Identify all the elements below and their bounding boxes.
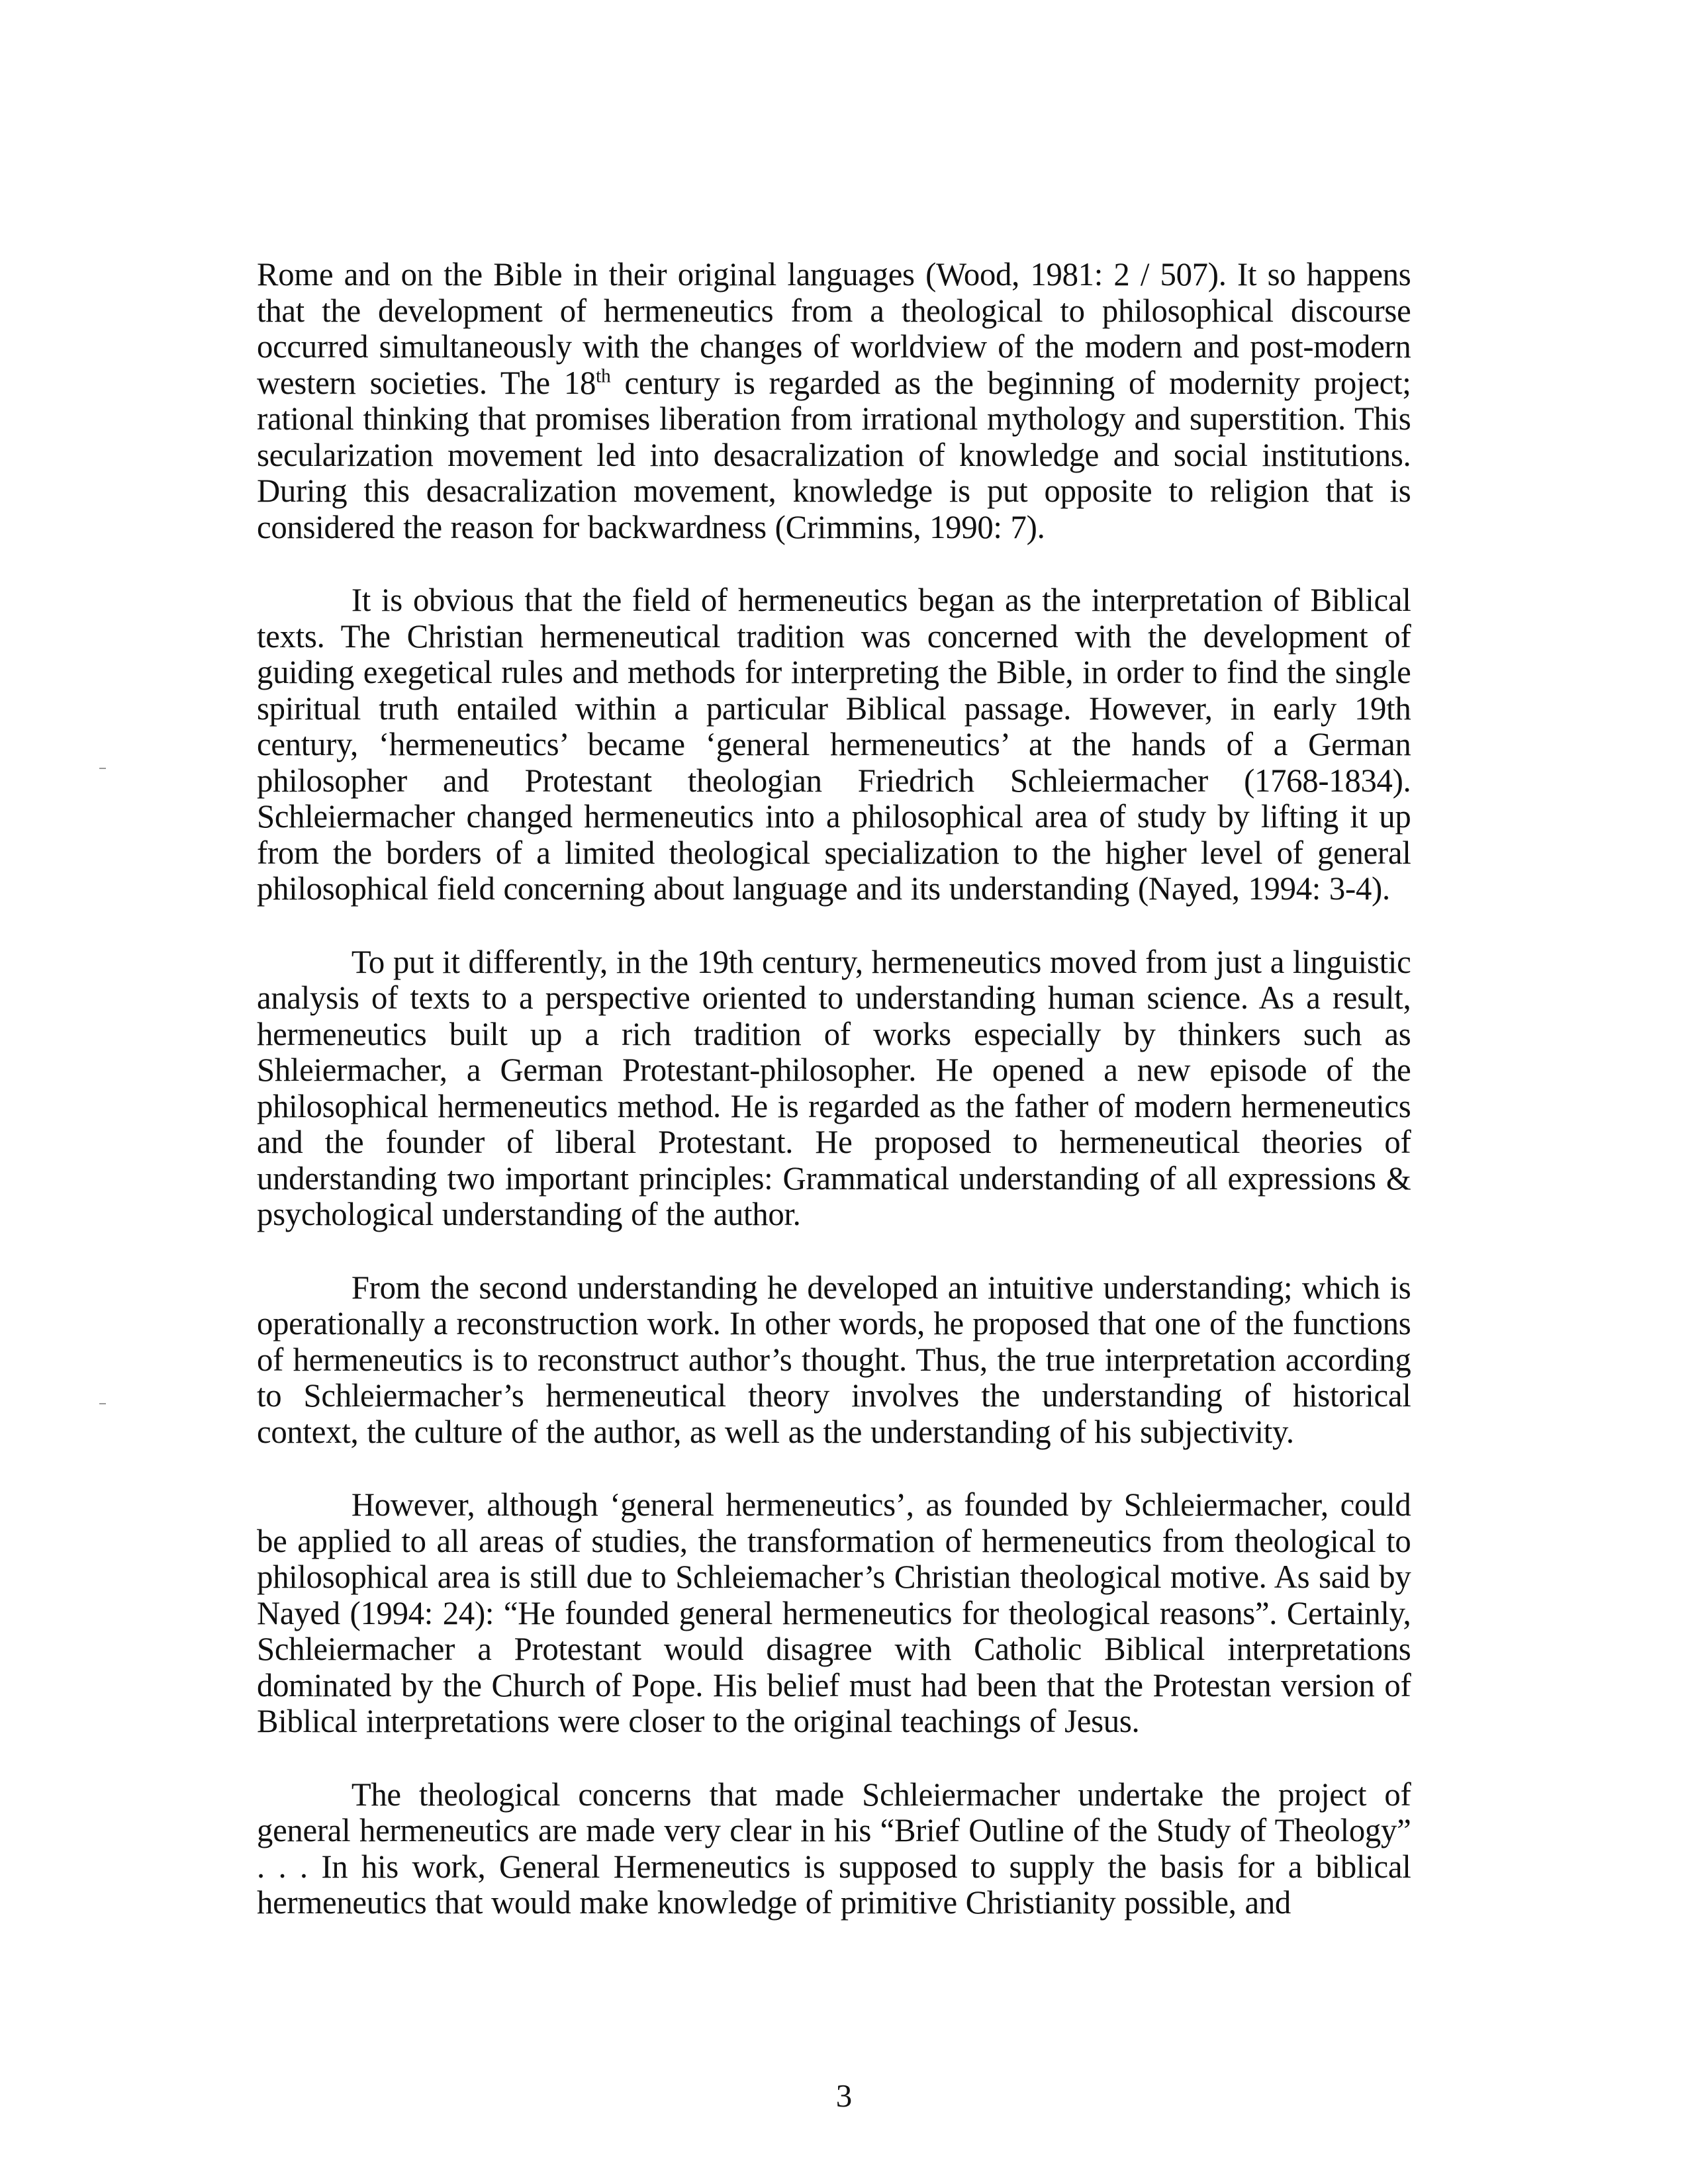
paragraph-3: To put it differently, in the 19th century, hermeneutics moved from just a linguistic analysis of texts to a perspective oriented to understanding human science. As a result, hermeneutics built up a rich tradition of works especially by thinkers such as Shleiermacher, a German Protestant-philosopher. He opened a new episode of the philosophical hermeneutics method. He is regarded as the father of modern hermeneutics and the founder of liberal Protestant. He proposed to hermeneutical theories of understanding two important principles: Grammatical understanding of all expressions & psychological understanding of the author.: [257, 943, 1411, 1232]
paragraph-1-text-a: Rome and on the Bible in their original languages (Wood, 1981: 2 / 507). It so happens that the development of hermeneutics from a theological to philosophical discourse occurred simultaneously with the changes of worldview of the modern and post-modern western societies. The 18: [257, 256, 1411, 401]
paragraph-5: However, although ‘general hermeneutics’, as founded by Schleiermacher, could be applied to all areas of studies, the transformation of hermeneutics from theological to philosophical area is still due to Schleiemacher’s Christian theological motive. As said by Nayed (1994: 24): “He founded general hermeneutics for theological reasons”. Certainly, Schleiermacher a Protestant would disagree with Catholic Biblical interpretations dominated by the Church of Pope. His belief must had been that the Protestan version of Biblical interpretations were closer to the original teachings of Jesus.: [257, 1486, 1411, 1739]
ordinal-superscript: th: [596, 365, 611, 387]
paragraph-2: It is obvious that the field of hermeneutics began as the interpretation of Biblical texts. The Christian hermeneutical tradition was concerned with the development of guiding exegetical rules and methods for interpreting the Bible, in order to find the single spiritual truth entailed within a particular Biblical passage. However, in early 19th century, ‘hermeneutics’ became ‘general hermeneutics’ at the hands of a German philosopher and Protestant theologian Friedrich Schleiermacher (1768-1834). Schleiermacher changed hermeneutics into a philosophical area of study by lifting it up from the borders of a limited theological specialization to the higher level of general philosophical field concerning about language and its understanding (Nayed, 1994: 3-4).: [257, 582, 1411, 907]
page-number: 3: [835, 2077, 853, 2114]
paragraph-4: From the second understanding he developed an intuitive understanding; which is operationally a reconstruction work. In other words, he proposed that one of the functions of hermeneutics is to reconstruct author’s thought. Thus, the true interpretation according to Schleiermacher’s hermeneutical theory involves the understanding of historical context, the culture of the author, as well as the understanding of his subjectivity.: [257, 1269, 1411, 1450]
scan-artifact: [99, 768, 106, 769]
paragraph-1: [257, 257, 1411, 545]
paragraph-6: The theological concerns that made Schleiermacher undertake the project of general hermeneutics are made very clear in his “Brief Outline of the Study of Theology” . . . In his work, General Hermeneutics is supposed to supply the basis for a biblical hermeneutics that would make knowledge of primitive Christianity possible, and: [257, 1776, 1411, 1921]
paragraph-1-text-b: century is regarded as the beginning of modernity project; rational thinking that promises liberation from irrational mythology and superstition. This secularization movement led into desacralization of knowledge and social institutions. During this desacralization movement, knowledge is put opposite to religion that is considered the reason for backwardness (Crimmins, 1990: 7).: [257, 364, 1411, 545]
scan-artifact: [99, 1403, 106, 1404]
document-page: [257, 257, 1429, 1958]
